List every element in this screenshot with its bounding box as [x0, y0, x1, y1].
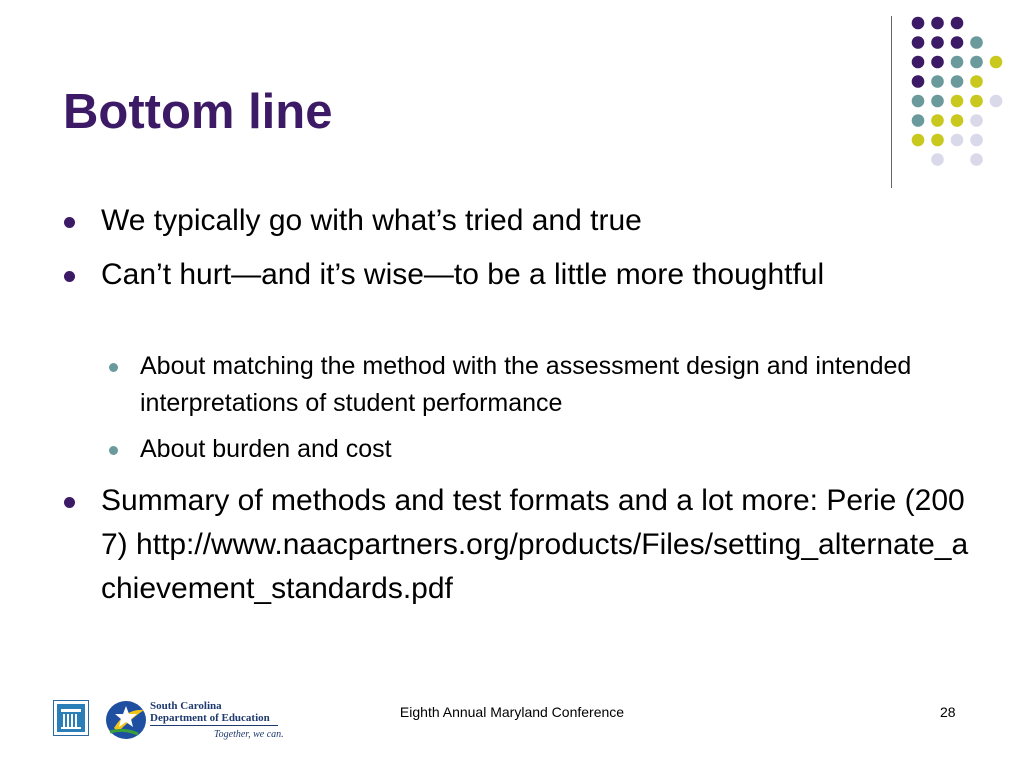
decorative-dot: [970, 114, 983, 127]
logo-rule: [150, 725, 278, 726]
logo-tagline: Together, we can.: [214, 729, 284, 740]
sub-bullet-item: About matching the method with the assessment design and intended interpretations of student performance: [140, 348, 930, 422]
decorative-dot: [951, 75, 964, 88]
slide-title: Bottom line: [63, 85, 333, 139]
decorative-dot: [931, 95, 944, 108]
decorative-dot: [912, 36, 925, 49]
page-number: 28: [940, 704, 956, 720]
decorative-dot: [951, 36, 964, 49]
decorative-dot: [951, 56, 964, 69]
decorative-dot: [931, 17, 944, 30]
decorative-dot: [951, 134, 964, 147]
decorative-dot: [931, 134, 944, 147]
decorative-dot: [912, 17, 925, 30]
decorative-dot: [931, 75, 944, 88]
bullet-item: Summary of methods and test formats and a lot more: Perie (2007) http://www.naacpartners.org/products/Files/setting_alternate_achievement_standards.pdf: [101, 479, 971, 611]
decorative-dot: [990, 56, 1003, 69]
decorative-dot: [970, 75, 983, 88]
decorative-dot: [912, 134, 925, 147]
decorative-dot: [912, 56, 925, 69]
decorative-dot: [970, 56, 983, 69]
bullet-item: Can’t hurt—and it’s wise—to be a little more thoughtful: [101, 253, 861, 297]
decorative-dot: [970, 36, 983, 49]
decorative-dot: [931, 36, 944, 49]
decorative-dot: [951, 95, 964, 108]
decorative-dot: [951, 114, 964, 127]
sub-bullet-item: About burden and cost: [140, 431, 940, 468]
decorative-dot: [931, 56, 944, 69]
logo-line-2: Department of Education: [150, 712, 270, 724]
bullet-item: We typically go with what’s tried and true: [101, 199, 981, 243]
decorative-dot: [951, 17, 964, 30]
footer-conference: Eighth Annual Maryland Conference: [399, 704, 625, 720]
decorative-dot: [970, 153, 983, 166]
decorative-dot: [990, 95, 1003, 108]
decorative-dot: [912, 95, 925, 108]
decorative-dot-grid: [0, 0, 1024, 200]
decorative-dot: [970, 134, 983, 147]
decorative-dot: [931, 114, 944, 127]
decorative-dot: [970, 95, 983, 108]
decorative-dot: [912, 114, 925, 127]
decorative-dot: [931, 153, 944, 166]
logo-line-1: South Carolina: [150, 700, 222, 712]
decorative-dot: [912, 75, 925, 88]
